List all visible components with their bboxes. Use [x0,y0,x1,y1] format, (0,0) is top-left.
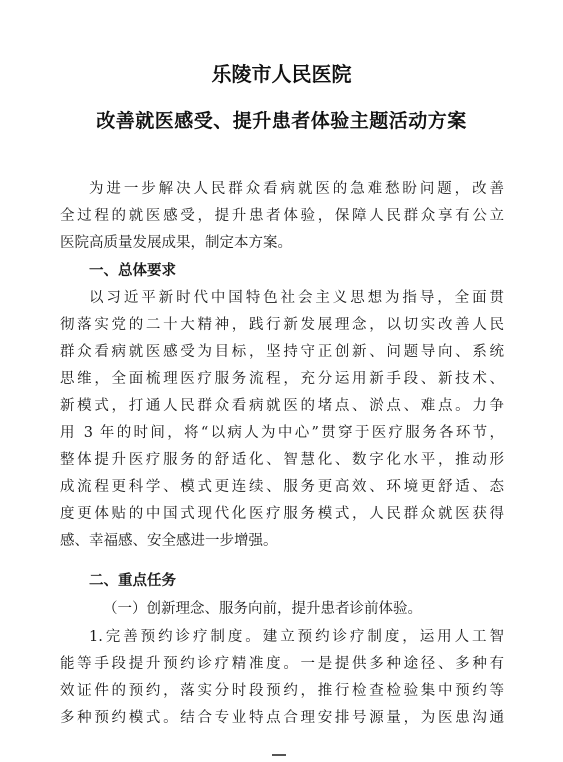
intro-paragraph [60,176,504,257]
section1-line: 成流程更科学、模式更连续、服务更高效、环境更舒适、态 [60,479,504,495]
section1-line: 群众看病就医感受为目标，坚持守正创新、问题导向、系统 [60,344,504,360]
section1-line: 用 3 年的时间，将“以病人为中心”贯穿于医疗服务各环节， [60,425,504,441]
document-title-hospital: 乐陵市人民医院 [211,62,352,86]
section1-line: 整体提升医疗服务的舒适化、智慧化、数字化水平，推动形 [60,452,504,468]
intro-line: 为进一步解决人民群众看病就医的急难愁盼问题，改善 [89,181,504,197]
item1-line: 1.完善预约诊疗制度。建立预约诊疗制度，运用人工智 [89,629,504,645]
item1-line: 效证件的预约，落实分时段预约，推行检查检验集中预约等 [60,683,504,699]
item1-paragraph [60,624,504,732]
section-heading-overall-requirements: 一、总体要求 [89,263,176,279]
section-heading-key-tasks: 二、重点任务 [89,573,176,589]
intro-line: 医院高质量发展成果，制定本方案。 [60,235,292,251]
section1-line: 思维，全面梳理医疗服务流程，充分运用新手段、新技术、 [60,371,504,387]
page-number-mark [272,754,286,756]
section1-line: 新模式，打通人民群众看病就医的堵点、淤点、难点。力争 [60,398,504,414]
section1-line: 感、幸福感、安全感进一步增强。 [60,533,278,549]
intro-line: 全过程的就医感受，提升患者体验，保障人民群众享有公立 [60,208,504,224]
item1-line: 能等手段提升预约诊疗精准度。一是提供多种途径、多种有 [60,656,504,672]
section1-line: 以习近平新时代中国特色社会主义思想为指导，全面贯 [89,290,504,306]
subsection-heading-pre-diagnosis: （一）创新理念、服务向前，提升患者诊前体验。 [103,601,422,617]
item1-line: 多种预约模式。结合专业特点合理安排号源量，为医患沟通 [60,710,504,726]
document-title-plan: 改善就医感受、提升患者体验主题活动方案 [96,110,467,132]
section1-line: 度更体贴的中国式现代化医疗服务模式，人民群众就医获得 [60,506,504,522]
section1-line: 彻落实党的二十大精神，践行新发展理念，以切实改善人民 [60,317,504,333]
section1-paragraph [60,285,504,555]
